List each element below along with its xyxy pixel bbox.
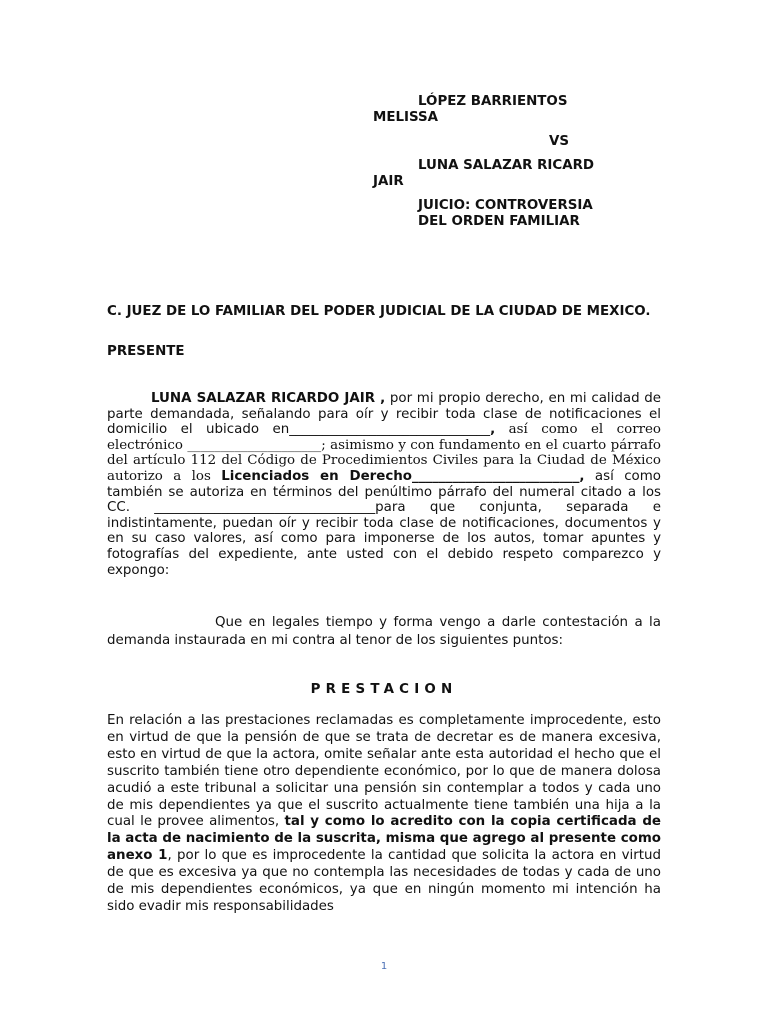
defendant-full-name: LUNA SALAZAR RICARDO JAIR , [151,391,386,406]
defendant-name-cont: JAIR [373,174,404,189]
licenciados-blank: _________________________, [412,468,585,484]
answer-text: Que en legales tiempo y forma vengo a darle contestación a la demanda instaurada en mi contra al tenor de los siguientes puntos: [107,615,661,648]
address-comma: , [490,422,496,438]
intro-text-2: así como el correo electrónico ____________________; asimismo y con fundamento en el cuarto párrafo del artículo 112 del Código de Procedimientos Civiles para la Ciudad de México autorizo a los [107,422,661,484]
prestacion-bold-text: tal y como lo acredito con la copia certificada de la acta de nacimiento de la suscrita, misma que agrego al presente como anexo 1 [107,814,661,864]
prestacion-paragraph [107,713,661,916]
section-title-prestacion: PRESTACION [310,682,458,697]
page-number: 1 [380,961,388,972]
answer-paragraph [107,614,661,649]
defendant-name: LUNA SALAZAR RICARD [418,158,595,173]
intro-paragraph [107,391,661,578]
intro-text-1: por mi propio derecho, en mi calidad de parte demandada, señalando para oír y recibir toda clase de notificaciones el domicilio el ubicado en [107,391,661,438]
plaintiff-name-cont: MELISSA [373,110,439,125]
prestacion-text-1: En relación a las prestaciones reclamadas es completamente improcedente, esto en virtud de que la pensión de que se trata de decretar es de manera excesiva, esto en virtud de que la actora, omite señalar ante esta autoridad el hecho que el suscrito también tiene otro dependiente económico, por lo que de manera dolosa acudió a este tribunal a solicitar una pensión sin contemplar a todos y cada uno de mis dependientes ya que el suscrito actualmente tiene también una hija a la cual le provee alimentos, [107,713,661,830]
plaintiff-name: LÓPEZ BARRIENTOS [418,94,568,109]
case-header [373,94,663,230]
prestacion-text-2: , por lo que es improcedente la cantidad que solicita la actora en virtud de que es excesiva ya que no contempla las necesidades de todas y cada de uno de mis dependientes económicos, ya que en ningún momento mi intención ha sido evadir mis responsabilidades [107,848,662,914]
versus-label: VS [549,134,570,149]
address-blank: ______________________________ [289,422,491,438]
presente-label: PRESENTE [107,344,185,359]
trial-type: JUICIO: CONTROVERSIA [418,198,593,213]
licenciados-label: Licenciados en Derecho [221,468,413,484]
intro-text-3: así como también se autoriza en términos del penúltimo párrafo del numeral citado a los CC. _________________________________para que conjunta, separada e indistintamente, puedan oír y recibir toda clase de notificaciones, documentos y en su caso valores, así como para imponerse de los autos, tomar apuntes y fotografías del expediente, ante usted con el debido respeto comparezco y expongo: [107,468,661,578]
trial-type-cont: DEL ORDEN FAMILIAR [418,214,580,229]
court-addressee: C. JUEZ DE LO FAMILIAR DEL PODER JUDICIAL DE LA CIUDAD DE MEXICO. [107,304,651,319]
